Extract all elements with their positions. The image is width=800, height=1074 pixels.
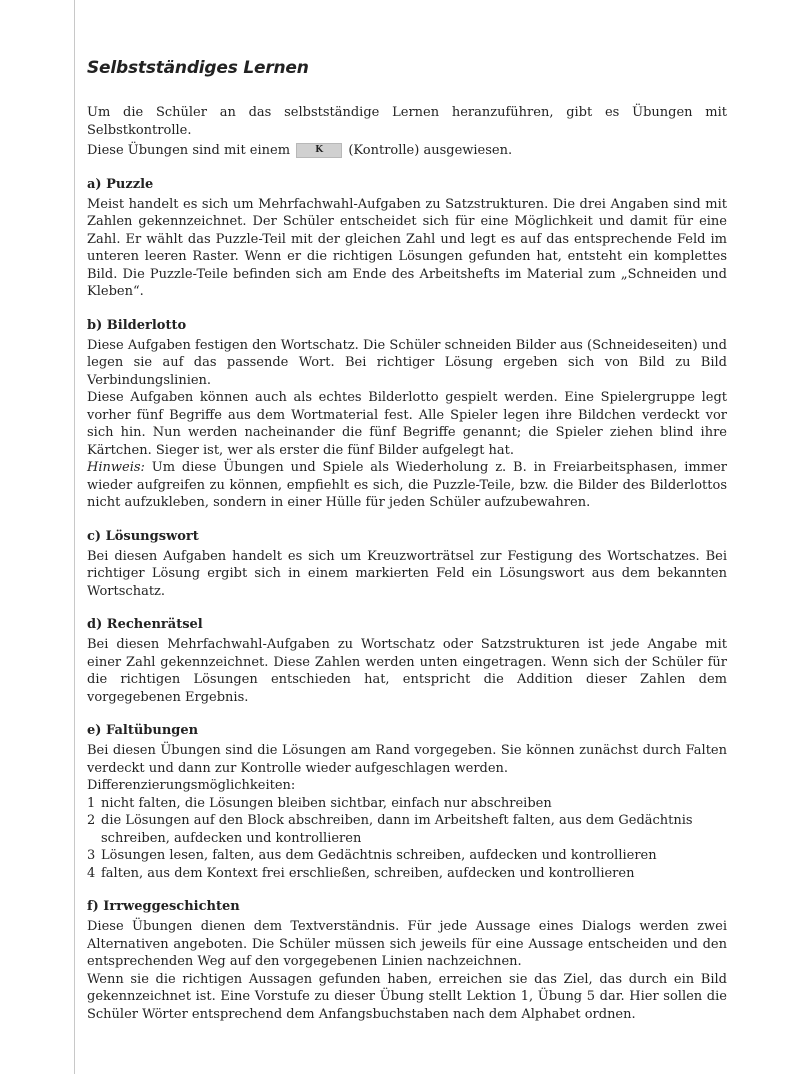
section-heading: b) Bilderlotto	[87, 317, 187, 333]
section-paragraph: Diese Aufgaben können auch als echtes Bilderlotto gespielt werden. Eine Spielergruppe legt vorher fünf Begriffe aus dem Wortmaterial fest. Alle Spieler legen ihre Bildchen verdeckt vor sich hin. Nun werden nacheinander die fünf Begriffe genannt; die Spieler ziehen blind ihre Kärtchen. Sieger ist, wer als erster die fünf Bilder aufgelegt hat.	[87, 390, 727, 458]
intro-line-1: Um die Schüler an das selbstständige Lernen heranzuführen, gibt es Übungen mit Selbstkontrolle.	[87, 105, 727, 138]
list-item-text: nicht falten, die Lösungen bleiben sichtbar, einfach nur abschreiben	[101, 795, 552, 811]
section-heading: e) Faltübungen	[87, 723, 199, 738]
section-heading: d) Rechenrätsel	[87, 617, 203, 632]
list-item-number: 3	[87, 848, 96, 863]
list-item-text: Lösungen lesen, falten, aus dem Gedächtnis schreiben, aufdecken und kontrollieren	[101, 848, 657, 863]
hint-label: Hinweis:	[87, 460, 145, 475]
list-item	[87, 795, 727, 813]
list-item	[87, 847, 727, 865]
section-heading: f) Irrweggeschichten	[87, 899, 240, 914]
section-puzzle	[87, 177, 727, 301]
section-paragraph: Diese Übungen dienen dem Textverständnis. Für jede Aussage eines Dialogs werden zwei Alternativen angeboten. Die Schüler müssen sich jeweils für eine Aussage entscheiden und den entsprechenden Weg auf den vorgegebenen Linien nachzeichnen.	[87, 919, 727, 969]
list-item	[87, 865, 727, 883]
margin-line	[74, 0, 75, 1074]
section-paragraph: Diese Aufgaben festigen den Wortschatz. Die Schüler schneiden Bilder aus (Schneideseiten) und legen sie auf das passende Wort. Bei richtiger Lösung ergeben sich von Bild zu Bild Verbindungslinien.	[87, 337, 727, 388]
section-paragraph: Bei diesen Mehrfachwahl-Aufgaben zu Wortschatz oder Satzstrukturen ist jede Angabe mit einer Zahl gekennzeichnet. Diese Zahlen werden unten eingetragen. Wenn sich der Schüler für die richtigen Lösungen entschieden hat, entspricht die Addition dieser Zahlen dem vorgegebenen Ergebnis.	[87, 637, 727, 705]
section-paragraph: Meist handelt es sich um Mehrfachwahl-Aufgaben zu Satzstrukturen. Die drei Angaben sind mit Zahlen gekennzeichnet. Der Schüler entscheidet sich für eine Möglichkeit und damit für eine Zahl. Er wählt das Puzzle-Teil mit der gleichen Zahl und legt es auf das entsprechende Feld im unteren leeren Raster. Wenn er die richtigen Lösungen gefunden hat, entsteht ein komplettes Bild. Die Puzzle-Teile befinden sich am Ende des Arbeitshefts im Material zum „Schneiden und Kleben“.	[87, 196, 727, 299]
page-content	[87, 58, 727, 1023]
list-item-text: falten, aus dem Kontext frei erschließen, schreiben, aufdecken und kontrollieren	[101, 865, 635, 881]
section-faltuebungen	[87, 723, 727, 882]
intro	[87, 104, 727, 160]
hint-text: Um diese Übungen und Spiele als Wiederholung z. B. in Freiarbeitsphasen, immer wieder aufgreifen zu können, empfiehlt es sich, die Puzzle-Teile, bzw. die Bilder des Bilderlottos nicht aufzukleben, sondern in einer Hülle für jeden Schüler aufzubewahren.	[87, 460, 727, 510]
intro-line-2	[87, 142, 727, 160]
differenzierung-list	[87, 795, 727, 883]
section-paragraph: Bei diesen Aufgaben handelt es sich um Kreuzworträtsel zur Festigung des Wortschatzes. Bei richtiger Lösung ergibt sich in einem markierten Feld ein Lösungswort aus dem bekannten Wortschatz.	[87, 548, 727, 599]
intro-line-2-before: Diese Übungen sind mit einem	[87, 143, 291, 158]
list-item-text: die Lösungen auf den Block abschreiben, dann im Arbeitsheft falten, aus dem Gedächtnis schreiben, aufdecken und kontrollieren	[101, 813, 693, 846]
page-title: Selbstständiges Lernen	[87, 58, 309, 78]
section-paragraph: Differenzierungsmöglichkeiten:	[87, 778, 296, 793]
intro-line-2-after: (Kontrolle) ausgewiesen.	[348, 143, 513, 158]
section-paragraph: Wenn sie die richtigen Aussagen gefunden haben, erreichen sie das Ziel, das durch ein Bild gekennzeichnet ist. Eine Vorstufe zu dieser Übung stellt Lektion 1, Übung 5 dar. Hier sollen die Schüler Wörter entsprechend dem Anfangsbuchstaben nach dem Alphabet ordnen.	[87, 971, 727, 1022]
list-item-number: 2	[87, 813, 96, 828]
section-heading: c) Lösungswort	[87, 528, 199, 544]
list-item	[87, 812, 727, 847]
hint-paragraph	[87, 459, 727, 512]
section-bilderlotto	[87, 318, 727, 512]
section-heading: a) Puzzle	[87, 176, 154, 192]
list-item-number: 4	[87, 865, 96, 881]
section-rechenraetsel	[87, 617, 727, 706]
kontrolle-badge: K	[296, 143, 342, 158]
section-irrweggeschichten	[87, 899, 727, 1023]
list-item-number: 1	[87, 795, 96, 811]
section-loesungswort	[87, 529, 727, 601]
section-paragraph: Bei diesen Übungen sind die Lösungen am Rand vorgegeben. Sie können zunächst durch Falten verdeckt und dann zur Kontrolle wieder aufgeschlagen werden.	[87, 743, 727, 776]
